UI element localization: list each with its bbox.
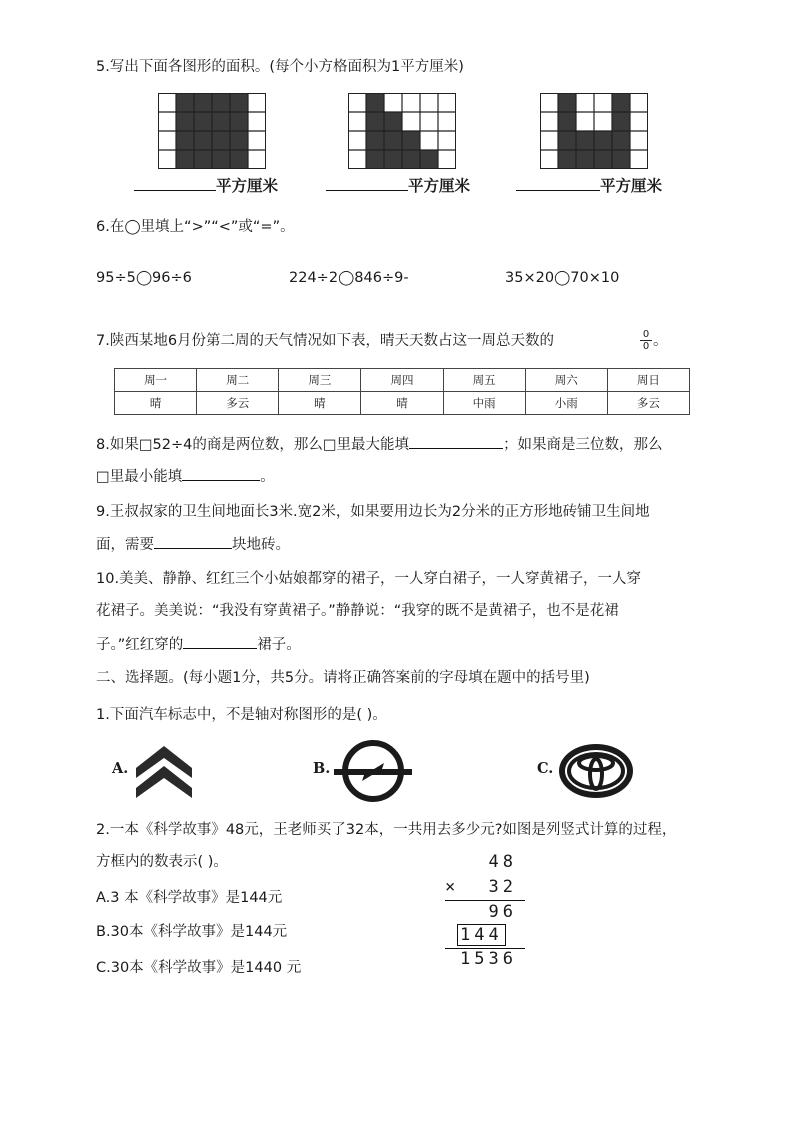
q5-answer-2[interactable] bbox=[326, 176, 470, 197]
weather-cell: 多云 bbox=[197, 392, 279, 415]
day-cell: 周一 bbox=[115, 369, 197, 392]
q8-text-d: 。 bbox=[260, 469, 275, 485]
q8-blank-1[interactable] bbox=[409, 434, 503, 449]
unit-label: 平方厘米 bbox=[408, 177, 471, 195]
weather-cell: 晴 bbox=[115, 392, 197, 415]
q9-line-2 bbox=[96, 534, 290, 555]
multiply-sign: × bbox=[445, 877, 456, 897]
q10-blank[interactable] bbox=[183, 634, 257, 649]
section-2-title: 二、选择题。(每小题1分，共5分。请将正确答案前的字母填在题中的括号里) bbox=[96, 670, 590, 686]
mc2-line-2: 方框内的数表示( )。 bbox=[96, 854, 228, 870]
opel-logo-icon bbox=[332, 739, 414, 807]
q8-text-b: ；如果商是三位数，那么 bbox=[503, 437, 663, 453]
day-cell: 周二 bbox=[197, 369, 279, 392]
multiplier: 32 bbox=[488, 877, 517, 897]
q8-text-a: 8.如果□52÷4的商是两位数，那么□里最大能填 bbox=[96, 437, 410, 453]
q10-text-a: 子。”红红穿的 bbox=[96, 637, 184, 653]
weather-cell: 中雨 bbox=[443, 392, 525, 415]
grid-figure-1 bbox=[158, 93, 266, 173]
fraction-denominator: 0 bbox=[640, 340, 652, 352]
weather-cell: 晴 bbox=[279, 392, 361, 415]
q6-item-3[interactable]: 35×20◯70×10 bbox=[505, 270, 620, 286]
q6-item-2[interactable]: 224÷2◯846÷9- bbox=[289, 270, 409, 286]
q10-line-2: 花裙子。美美说：“我没有穿黄裙子。”静静说：“我穿的既不是黄裙子，也不是花裙 bbox=[96, 603, 619, 619]
q6-text: 6.在◯里填上“>”“<”或“=”。 bbox=[96, 219, 295, 235]
mc2-option-b[interactable]: B.30本《科学故事》是144元 bbox=[96, 924, 288, 940]
q8-blank-2[interactable] bbox=[182, 466, 260, 481]
weather-table bbox=[114, 368, 690, 415]
mc1-option-c-label[interactable]: C. bbox=[537, 760, 554, 777]
q7-text: 7.陕西某地6月份第二周的天气情况如下表，晴天天数占这一周总天数的 bbox=[96, 333, 555, 349]
mc2-line-1: 2.一本《科学故事》48元，王老师买了32本，一共用去多少元?如图是列竖式计算的过程， bbox=[96, 822, 677, 838]
citroen-logo-icon bbox=[132, 740, 196, 806]
day-cell: 周三 bbox=[279, 369, 361, 392]
q9-text-a: 面，需要 bbox=[96, 537, 154, 553]
q9-blank[interactable] bbox=[154, 534, 232, 549]
day-cell: 周五 bbox=[443, 369, 525, 392]
weather-cell: 晴 bbox=[361, 392, 443, 415]
mc2-option-c[interactable]: C.30本《科学故事》是1440 元 bbox=[96, 960, 302, 976]
q5-answer-3[interactable] bbox=[516, 176, 662, 197]
toyota-logo-icon bbox=[556, 741, 636, 805]
weather-cell: 多云 bbox=[607, 392, 689, 415]
q10-text-b: 裙子。 bbox=[257, 637, 301, 653]
q8-line-2 bbox=[96, 466, 275, 487]
q8-line-1 bbox=[96, 434, 663, 455]
product-sum: 1536 bbox=[460, 949, 517, 969]
q8-text-c: □里最小能填 bbox=[96, 469, 183, 485]
day-cell: 周六 bbox=[525, 369, 607, 392]
q5-text: 5.写出下面各图形的面积。(每个小方格面积为1平方厘米) bbox=[96, 59, 464, 75]
day-cell: 周日 bbox=[607, 369, 689, 392]
multiplicand: 48 bbox=[488, 852, 517, 872]
q6-item-1[interactable]: 95÷5◯96÷6 bbox=[96, 270, 192, 286]
q10-line-1: 10.美美、静静、红红三个小姑娘都穿的裙子，一人穿白裙子，一人穿黄裙子，一人穿 bbox=[96, 571, 642, 587]
mc1-option-b-label[interactable]: B. bbox=[313, 760, 331, 777]
grid-figure-2 bbox=[348, 93, 456, 173]
weather-table-header-row bbox=[115, 369, 690, 392]
weather-table-row bbox=[115, 392, 690, 415]
calc-rule-1 bbox=[445, 900, 525, 901]
fraction bbox=[640, 329, 652, 352]
mc1-text: 1.下面汽车标志中，不是轴对称图形的是( )。 bbox=[96, 707, 387, 723]
unit-label: 平方厘米 bbox=[216, 177, 279, 195]
q9-text-b: 块地砖。 bbox=[232, 537, 290, 553]
mc1-option-a-label[interactable]: A. bbox=[112, 760, 129, 777]
vertical-multiplication bbox=[445, 852, 525, 972]
mc2-option-a[interactable]: A.3 本《科学故事》是144元 bbox=[96, 890, 283, 906]
q10-line-3 bbox=[96, 634, 301, 655]
weather-cell: 小雨 bbox=[525, 392, 607, 415]
grid-figure-3 bbox=[540, 93, 648, 173]
q7-suffix: 。 bbox=[653, 333, 668, 349]
fraction-numerator: 0 bbox=[642, 329, 650, 340]
q9-line-1: 9.王叔叔家的卫生间地面长3米.宽2米，如果要用边长为2分米的正方形地砖铺卫生间地 bbox=[96, 504, 650, 520]
boxed-partial-product: 144 bbox=[457, 924, 506, 946]
partial-product-1: 96 bbox=[488, 902, 517, 922]
day-cell: 周四 bbox=[361, 369, 443, 392]
q5-answer-1[interactable] bbox=[134, 176, 278, 197]
unit-label: 平方厘米 bbox=[600, 177, 663, 195]
